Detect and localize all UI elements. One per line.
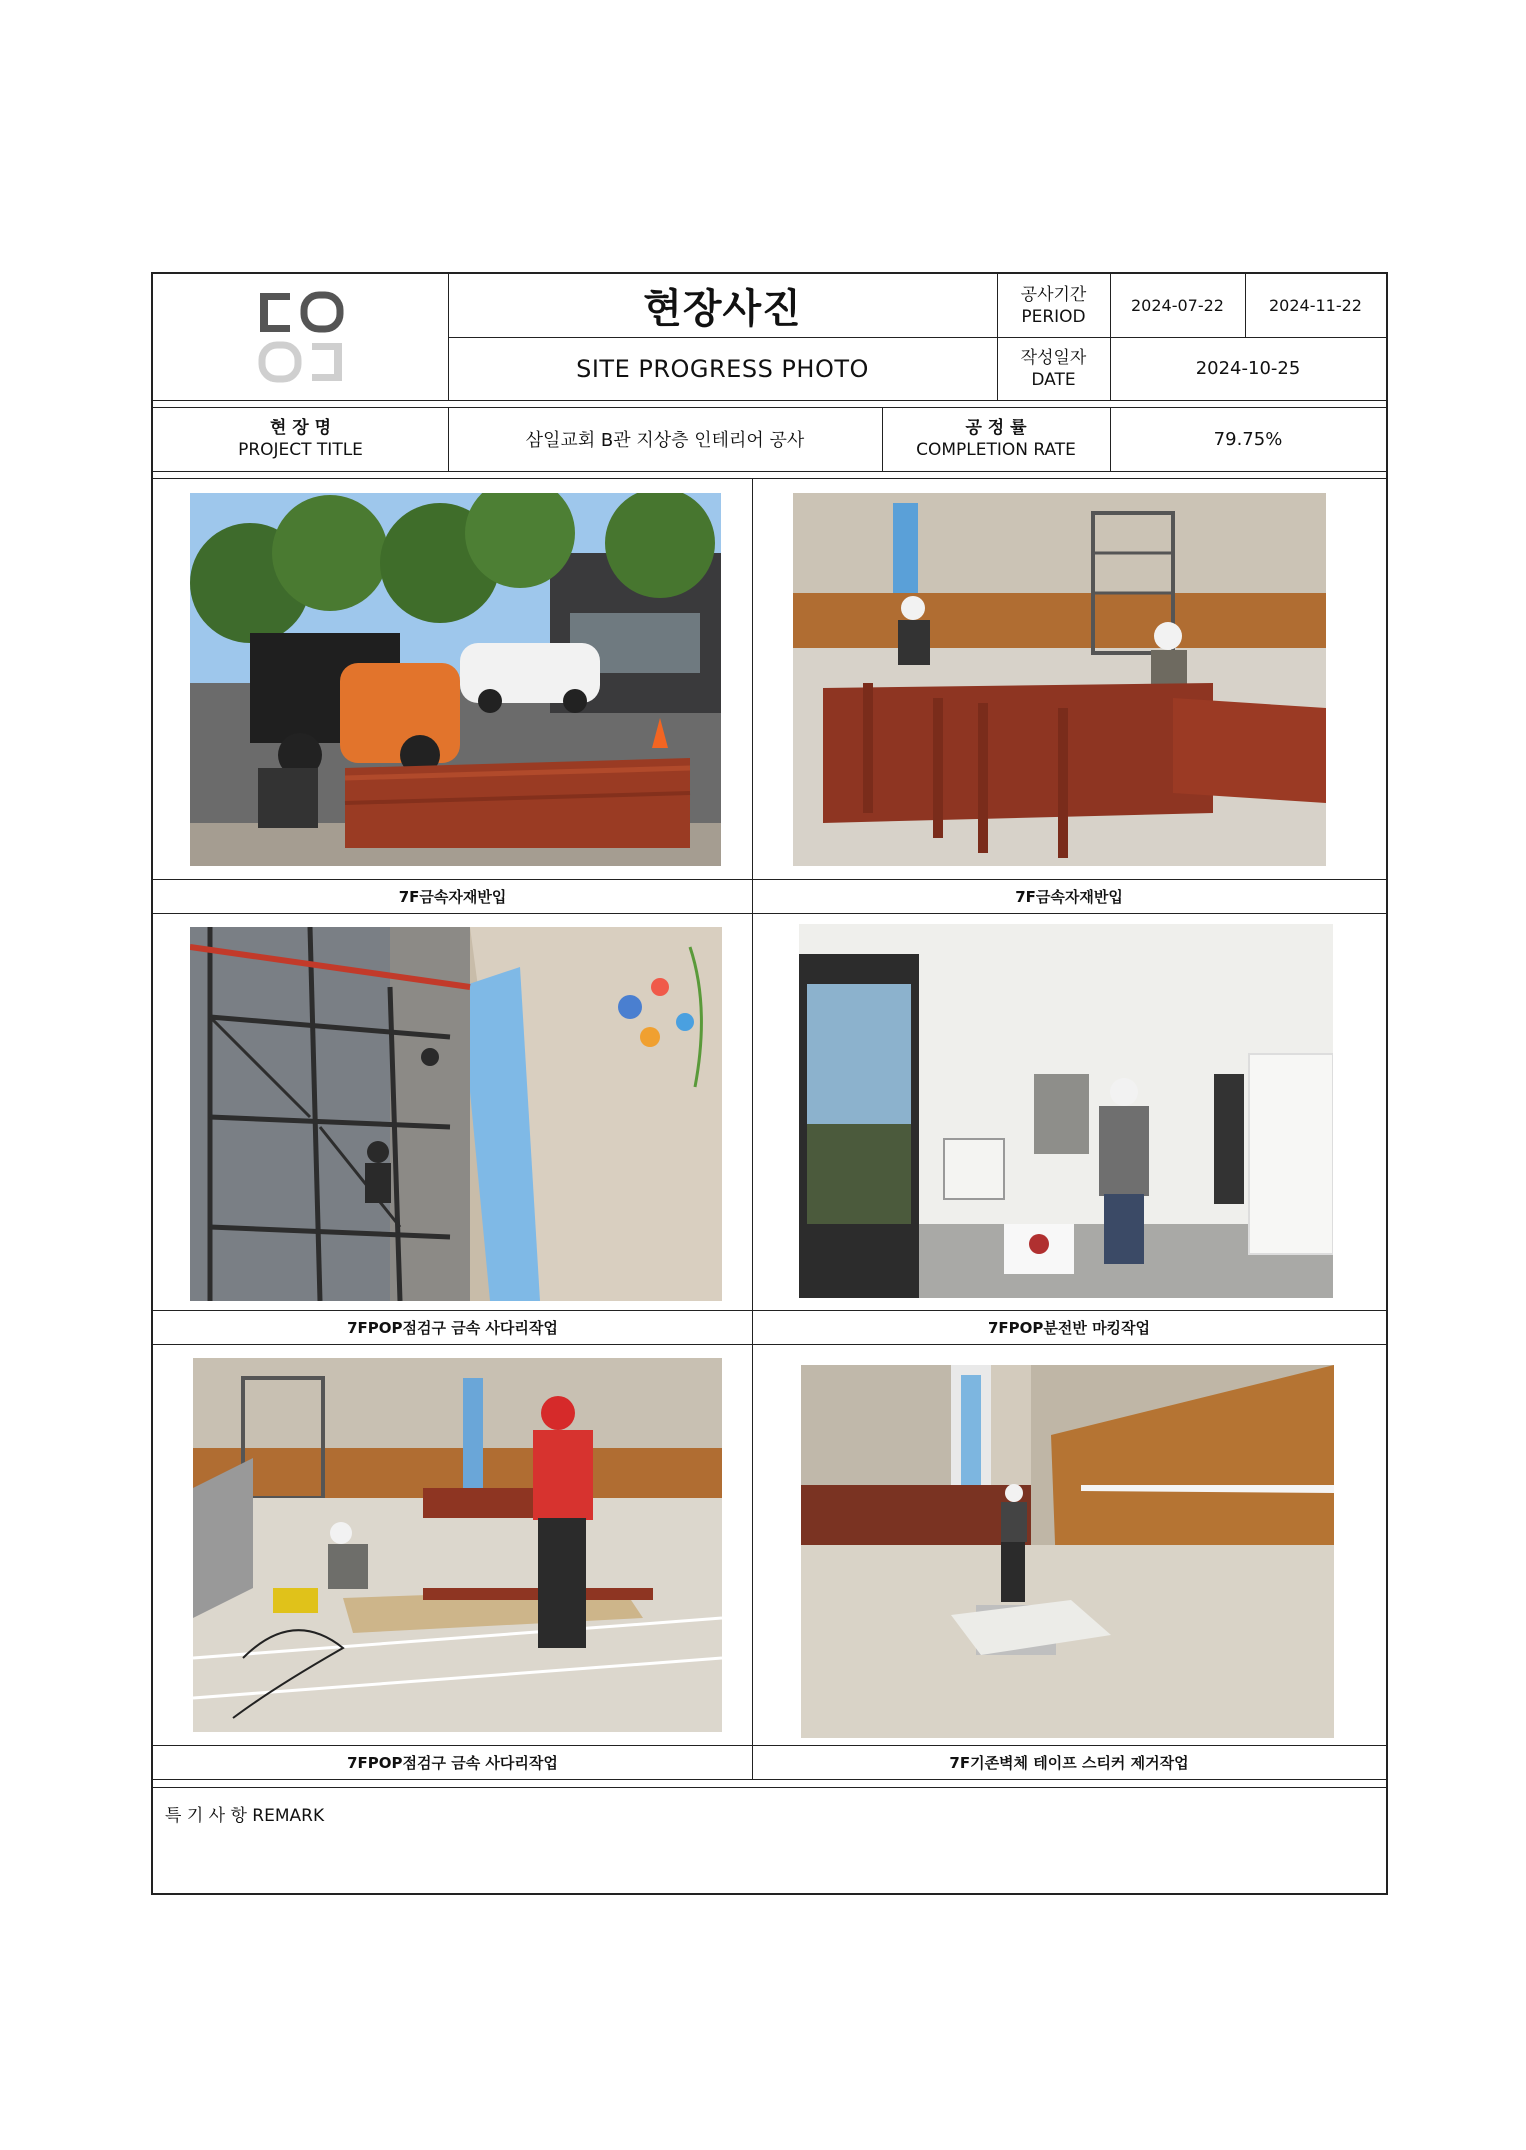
photo-caption-5: 7FPOP점검구 금속 사다리작업: [347, 1753, 558, 1772]
photo-2: [793, 493, 1326, 866]
photo-4: [799, 924, 1333, 1298]
title-ko-text: 현장사진: [643, 286, 802, 332]
photo-caption-6: 7F기존벽체 테이프 스티커 제거작업: [949, 1753, 1189, 1772]
photo-6: [801, 1365, 1334, 1738]
date-value: [1110, 337, 1386, 400]
completion-rate-value: [1110, 407, 1386, 471]
project-title-text: 삼일교회 B관 지상층 인테리어 공사: [525, 430, 805, 451]
photo-caption-4: 7FPOP분전반 마킹작업: [987, 1318, 1151, 1337]
period-start: [1110, 274, 1245, 337]
project-title-label-en: PROJECT TITLE: [238, 440, 363, 460]
project-title-value: [448, 407, 882, 471]
title-korean: [448, 274, 997, 337]
company-logo: [153, 274, 448, 400]
date-value-text: 2024-10-25: [1195, 358, 1301, 379]
photo-caption-2: 7F금속자재반입: [1015, 887, 1123, 906]
period-end: [1245, 274, 1386, 337]
date-label-en: DATE: [1031, 369, 1076, 390]
title-english: [448, 337, 997, 400]
project-title-label-ko: 현 장 명: [269, 418, 332, 438]
period-label: [997, 274, 1110, 337]
remark-label: 특 기 사 항 REMARK: [165, 1806, 325, 1826]
completion-rate-label-en: COMPLETION RATE: [916, 440, 1076, 460]
period-label-ko: 공사기간: [1020, 284, 1087, 305]
photo-3: [190, 927, 722, 1301]
completion-rate-label: [882, 407, 1110, 471]
logo-icon: [256, 287, 346, 387]
title-en-text: SITE PROGRESS PHOTO: [576, 354, 869, 383]
project-title-label: [153, 407, 448, 471]
photo-5: [193, 1358, 722, 1732]
completion-rate-label-ko: 공 정 률: [965, 418, 1027, 438]
photo-caption-3: 7FPOP점검구 금속 사다리작업: [347, 1318, 558, 1337]
remark-section: [153, 1787, 1386, 1893]
period-start-value: 2024-07-22: [1131, 296, 1224, 315]
period-label-en: PERIOD: [1021, 306, 1086, 327]
date-label-ko: 작성일자: [1020, 347, 1087, 368]
date-label: [997, 337, 1110, 400]
completion-rate-text: 79.75%: [1213, 428, 1283, 450]
period-end-value: 2024-11-22: [1269, 296, 1362, 315]
photo-1: [190, 493, 721, 866]
photo-caption-1: 7F금속자재반입: [398, 887, 507, 906]
site-photo-sheet: [151, 272, 1388, 1895]
